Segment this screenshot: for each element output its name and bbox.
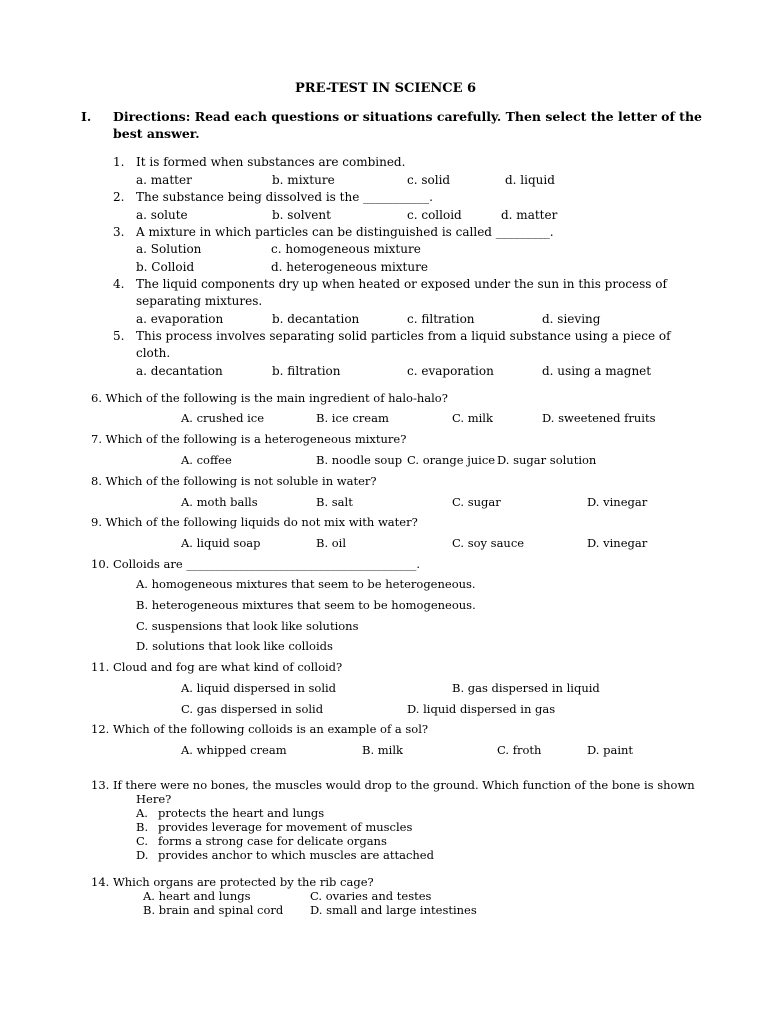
- choice-b: b. decantation: [272, 312, 360, 326]
- question-text: 8. Which of the following is not soluble in water?: [91, 474, 377, 488]
- choice-d-letter: D.: [136, 848, 149, 862]
- question-text: 14. Which organs are protected by the rib cage?: [91, 875, 374, 889]
- choice-a: A. liquid soap: [181, 536, 261, 550]
- directions-line-1: Directions: Read each questions or situations carefully. Then select the letter of the: [113, 109, 702, 124]
- question-text-line-1: 13. If there were no bones, the muscles would drop to the ground. Which function of the bone is shown: [91, 778, 695, 792]
- choice-d: provides anchor to which muscles are attached: [158, 848, 434, 862]
- choice-c: C. froth: [497, 743, 542, 757]
- choice-a: A. whipped cream: [181, 743, 287, 757]
- choice-b: b. mixture: [272, 173, 335, 187]
- choice-c: C. gas dispersed in solid: [181, 702, 324, 716]
- choice-a: A. crushed ice: [181, 411, 265, 425]
- question-number: 1.: [113, 155, 125, 169]
- choice-d: D. small and large intestines: [310, 903, 477, 917]
- directions-line-2: best answer.: [113, 126, 200, 141]
- choice-c: c. filtration: [407, 312, 475, 326]
- choice-c: C. sugar: [452, 495, 501, 509]
- choice-c: c. solid: [407, 173, 451, 187]
- question-text: 10. Colloids are ________________________________________.: [91, 557, 421, 571]
- choice-a: a. evaporation: [136, 312, 224, 326]
- question-number: 3.: [113, 225, 125, 239]
- choice-b: B. gas dispersed in liquid: [452, 681, 600, 695]
- choice-d: D. sugar solution: [497, 453, 597, 467]
- choice-c-letter: C.: [136, 834, 149, 848]
- choice-d: D. vinegar: [587, 495, 648, 509]
- question-text: It is formed when substances are combined.: [136, 155, 406, 169]
- choice-d: D. sweetened fruits: [542, 411, 656, 425]
- choice-a: A. liquid dispersed in solid: [181, 681, 337, 695]
- choice-b: b. filtration: [272, 364, 341, 378]
- choice-c: C. suspensions that look like solutions: [136, 619, 359, 633]
- question-text: A mixture in which particles can be distinguished is called _________.: [136, 225, 554, 239]
- question-text-line-2: cloth.: [136, 346, 171, 360]
- choice-a: a. Solution: [136, 242, 202, 256]
- choice-b: B. milk: [362, 743, 403, 757]
- choice-d: D. liquid dispersed in gas: [407, 702, 556, 716]
- choice-a: A. coffee: [181, 453, 232, 467]
- choice-c: c. colloid: [407, 208, 462, 222]
- question-text-line-2: Here?: [136, 792, 172, 806]
- choice-c: C. orange juice: [407, 453, 496, 467]
- choice-c: c. homogeneous mixture: [271, 242, 421, 256]
- question-text: 6. Which of the following is the main ingredient of halo-halo?: [91, 391, 448, 405]
- choice-a: a. matter: [136, 173, 192, 187]
- choice-c: C. ovaries and testes: [310, 889, 432, 903]
- question-text: 11. Cloud and fog are what kind of colloid?: [91, 660, 343, 674]
- choice-d: d. liquid: [505, 173, 555, 187]
- choice-a-letter: A.: [136, 806, 148, 820]
- question-text: 12. Which of the following colloids is an example of a sol?: [91, 722, 429, 736]
- choice-d: D. solutions that look like colloids: [136, 639, 333, 653]
- section-numeral: I.: [81, 109, 92, 124]
- choice-d: D. paint: [587, 743, 634, 757]
- choice-b: provides leverage for movement of muscles: [158, 820, 413, 834]
- choice-a: a. solute: [136, 208, 188, 222]
- choice-c: C. milk: [452, 411, 493, 425]
- question-number: 5.: [113, 329, 125, 343]
- choice-b: B. brain and spinal cord: [143, 903, 284, 917]
- choice-d: D. vinegar: [587, 536, 648, 550]
- question-text: 7. Which of the following is a heterogeneous mixture?: [91, 432, 407, 446]
- page-title: PRE-TEST IN SCIENCE 6: [295, 81, 477, 96]
- choice-a: A. moth balls: [181, 495, 258, 509]
- question-text-line-1: This process involves separating solid particles from a liquid substance using a piece of: [136, 329, 671, 343]
- choice-b-letter: B.: [136, 820, 149, 834]
- choice-c: C. soy sauce: [452, 536, 525, 550]
- choice-d: d. sieving: [542, 312, 601, 326]
- choice-b: B. oil: [316, 536, 347, 550]
- choice-a: protects the heart and lungs: [158, 806, 325, 820]
- question-text-line-2: separating mixtures.: [136, 294, 263, 308]
- choice-a: A. homogeneous mixtures that seem to be heterogeneous.: [136, 577, 476, 591]
- choice-b: b. Colloid: [136, 260, 195, 274]
- choice-b: B. heterogeneous mixtures that seem to be homogeneous.: [136, 598, 476, 612]
- choice-d: d. matter: [501, 208, 558, 222]
- question-number: 2.: [113, 190, 125, 204]
- choice-a: A. heart and lungs: [143, 889, 251, 903]
- choice-c: forms a strong case for delicate organs: [158, 834, 387, 848]
- choice-d: d. using a magnet: [542, 364, 652, 378]
- choice-b: B. ice cream: [316, 411, 389, 425]
- choice-b: b. solvent: [272, 208, 331, 222]
- choice-d: d. heterogeneous mixture: [271, 260, 428, 274]
- question-text: 9. Which of the following liquids do not mix with water?: [91, 515, 418, 529]
- choice-b: B. salt: [316, 495, 353, 509]
- choice-b: B. noodle soup: [316, 453, 403, 467]
- choice-a: a. decantation: [136, 364, 223, 378]
- choice-c: c. evaporation: [407, 364, 494, 378]
- question-text: The substance being dissolved is the ___________.: [136, 190, 433, 204]
- question-number: 4.: [113, 277, 125, 291]
- question-text-line-1: The liquid components dry up when heated or exposed under the sun in this process of: [136, 277, 667, 291]
